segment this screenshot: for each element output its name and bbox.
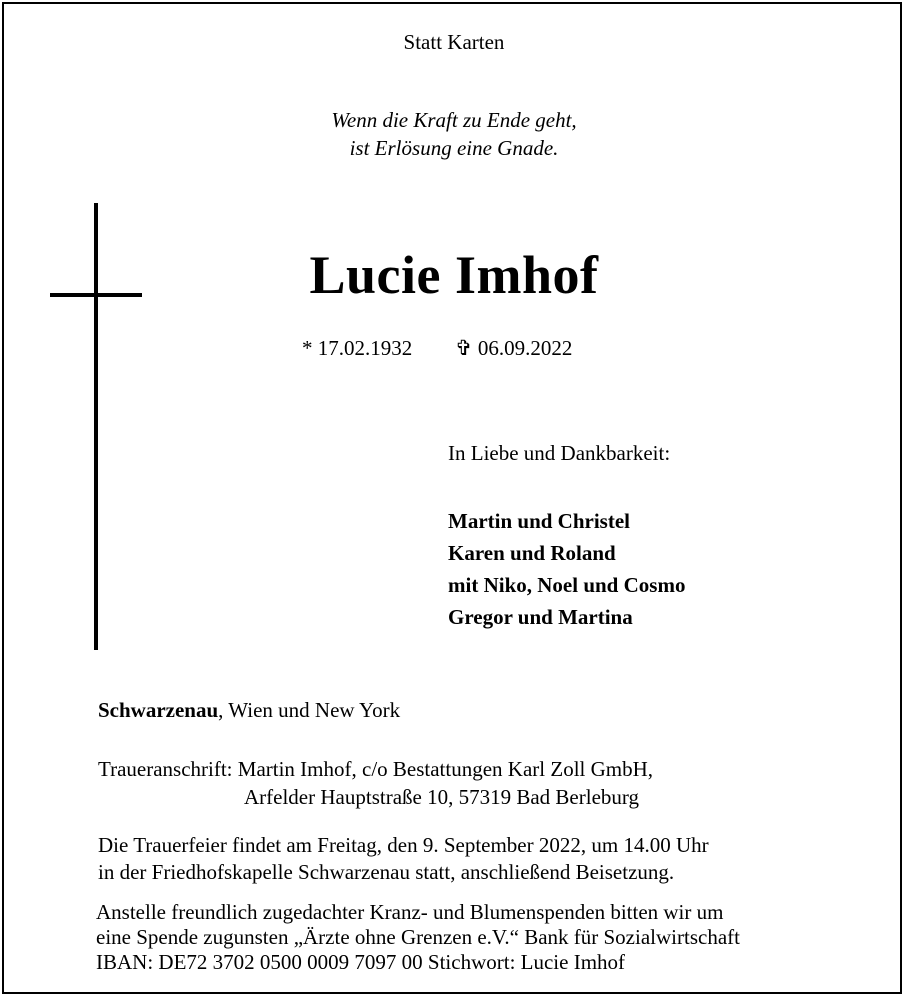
deceased-name: Lucie Imhof [309, 245, 599, 305]
address-line-2: Arfelder Hauptstraße 10, 57319 Bad Berleburg [244, 785, 640, 809]
donation-line-1: Anstelle freundlich zugedachter Kranz- und Blumenspenden bitten wir um [96, 900, 724, 924]
donation-line-3: IBAN: DE72 3702 0500 0009 7097 00 Stichwort: Lucie Imhof [96, 950, 626, 974]
places-line [98, 698, 400, 723]
mourners-intro: In Liebe und Dankbarkeit: [448, 441, 671, 465]
ceremony-notice [98, 832, 709, 886]
ceremony-line-2: in der Friedhofskapelle Schwarzenau statt, anschließend Beisetzung. [98, 860, 675, 884]
donation-notice [96, 900, 740, 975]
ceremony-line-1: Die Trauerfeier findet am Freitag, den 9. September 2022, um 14.00 Uhr [98, 833, 709, 857]
address-line-1: Traueranschrift: Martin Imhof, c/o Bestattungen Karl Zoll GmbH, [98, 757, 654, 781]
statt-karten-heading: Statt Karten [403, 30, 505, 54]
place-rest: , Wien und New York [218, 698, 401, 722]
birth-date: * 17.02.1932 [302, 336, 413, 360]
place-main: Schwarzenau [98, 698, 219, 722]
motto-quote [0, 106, 908, 162]
donation-line-2: eine Spende zugunsten „Ärzte ohne Grenzen e.V.“ Bank für Sozialwirtschaft [96, 925, 740, 949]
mourner-name: mit Niko, Noel und Cosmo [448, 573, 686, 597]
mourning-address [98, 755, 653, 811]
mourner-name: Martin und Christel [448, 509, 631, 533]
death-date: ✞ 06.09.2022 [455, 336, 573, 360]
mourner-name: Gregor und Martina [448, 605, 633, 629]
mourner-name: Karen und Roland [448, 541, 616, 565]
motto-line-1: Wenn die Kraft zu Ende geht, [331, 108, 577, 132]
mourners-list [448, 505, 685, 633]
motto-line-2: ist Erlösung eine Gnade. [349, 136, 559, 160]
